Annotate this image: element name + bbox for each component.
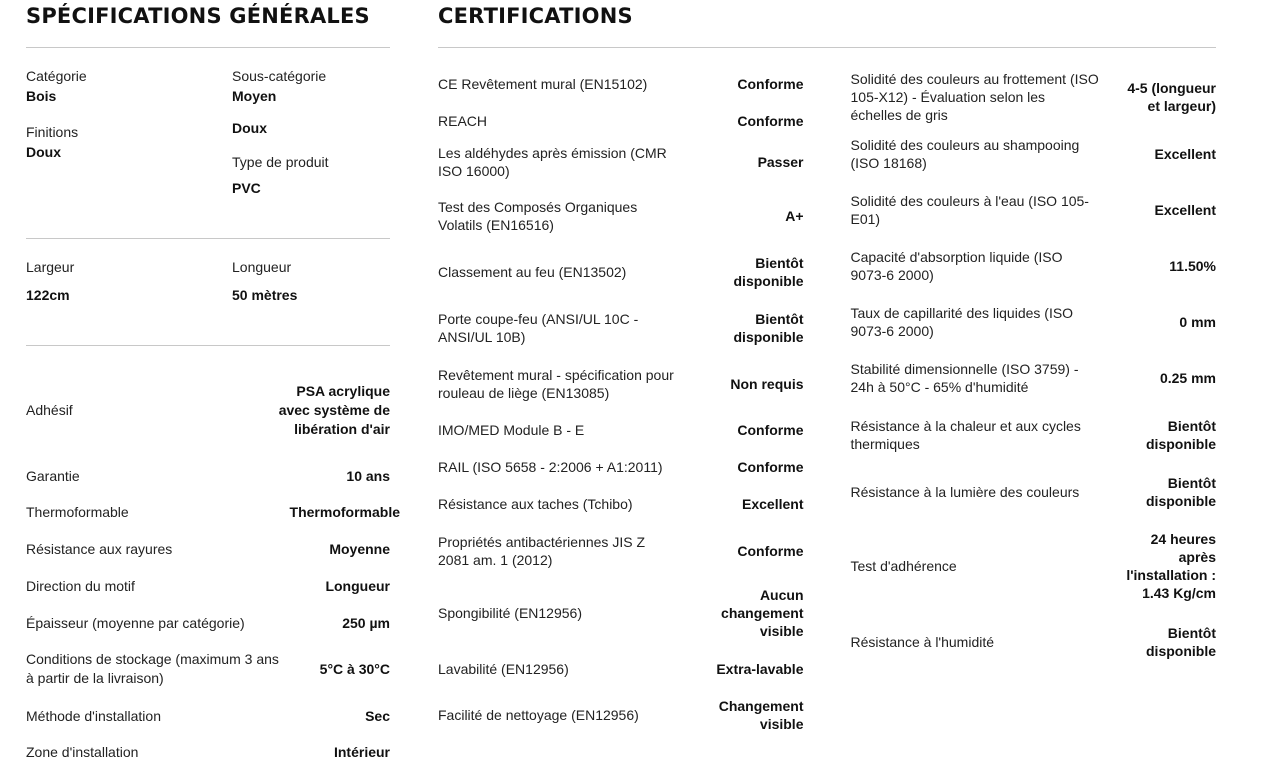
cert-row bbox=[851, 612, 1217, 672]
cert-value: 4-5 (longueur et largeur) bbox=[1127, 80, 1216, 114]
cert-row bbox=[438, 188, 804, 244]
certifications-table bbox=[438, 48, 1216, 738]
largeur-value: 122cm bbox=[26, 287, 70, 303]
type-produit-value: PVC bbox=[232, 180, 261, 196]
spec-row bbox=[26, 696, 400, 736]
cert-value: Bientôt disponible bbox=[1146, 418, 1216, 452]
cert-row bbox=[438, 580, 804, 646]
spec-key: Épaisseur (moyenne par catégorie) bbox=[26, 614, 245, 631]
cert-row bbox=[438, 244, 804, 300]
cert-key: Solidité des couleurs au frottement (ISO 105-X12) - Évaluation selon les échelles de gris bbox=[850, 71, 1099, 123]
spec-key: Garantie bbox=[26, 467, 80, 484]
spec-key: Direction du motif bbox=[26, 577, 135, 594]
cert-key: Stabilité dimensionnelle (ISO 3759) - 24h à 50°C - 65% d'humidité bbox=[850, 361, 1079, 395]
cert-key: Résistance à la chaleur et aux cycles thermiques bbox=[850, 418, 1081, 452]
cert-key: Revêtement mural - spécification pour rouleau de liège (EN13085) bbox=[438, 367, 674, 401]
spec-row bbox=[26, 736, 400, 768]
cert-row bbox=[851, 406, 1217, 464]
spec-value: Intérieur bbox=[333, 743, 390, 760]
spec-row bbox=[26, 530, 400, 568]
spec-value: Thermoformable bbox=[289, 503, 400, 520]
cert-key: REACH bbox=[438, 113, 488, 129]
cert-row bbox=[438, 136, 804, 188]
cert-row bbox=[438, 356, 804, 412]
cert-value: Aucun changement visible bbox=[721, 587, 804, 639]
cert-row bbox=[851, 350, 1217, 406]
spec-key: Zone d'installation bbox=[26, 743, 139, 760]
cert-value: Bientôt disponible bbox=[1146, 625, 1216, 659]
cert-key: Taux de capillarité des liquides (ISO 9073-6 2000) bbox=[850, 305, 1074, 339]
cert-value: Conforme bbox=[737, 422, 804, 438]
dimensions-group bbox=[26, 239, 390, 345]
spec-value: 250 µm bbox=[342, 614, 390, 631]
cert-key: Résistance aux taches (Tchibo) bbox=[438, 496, 633, 512]
cert-value: Excellent bbox=[742, 496, 804, 512]
cert-row bbox=[438, 106, 804, 136]
cert-row bbox=[851, 68, 1217, 126]
cert-value: Conforme bbox=[737, 459, 804, 475]
cert-value: Changement visible bbox=[718, 698, 804, 732]
cert-value: A+ bbox=[785, 208, 804, 224]
cert-row bbox=[851, 464, 1217, 520]
cert-key: Solidité des couleurs au shampooing (ISO 18168) bbox=[850, 137, 1080, 171]
cert-key: IMO/MED Module B - E bbox=[438, 422, 585, 438]
cert-value: Conforme bbox=[737, 543, 804, 559]
categorie-value: Bois bbox=[26, 88, 57, 104]
cert-row bbox=[438, 448, 804, 486]
cert-value: Bientôt disponible bbox=[733, 255, 804, 289]
cert-value: Passer bbox=[757, 154, 804, 170]
spec-key: Thermoformable bbox=[26, 503, 129, 520]
cert-row bbox=[851, 126, 1217, 182]
cert-key: Solidité des couleurs à l'eau (ISO 105-E01) bbox=[850, 193, 1089, 227]
cert-key: Test des Composés Organiques Volatils (EN16516) bbox=[438, 199, 638, 233]
cert-key: RAIL (ISO 5658 - 2:2006 + A1:2011) bbox=[438, 459, 663, 475]
general-specs-title: SPÉCIFICATIONS GÉNÉRALES bbox=[26, 4, 370, 28]
spec-key: Conditions de stockage (maximum 3 ans à partir de la livraison) bbox=[26, 651, 279, 686]
general-specs-section bbox=[26, 0, 400, 768]
certifications-title: CERTIFICATIONS bbox=[438, 4, 633, 28]
spec-value: Moyenne bbox=[329, 540, 390, 557]
cert-row bbox=[438, 486, 804, 522]
spec-row bbox=[26, 568, 400, 604]
cert-key: CE Revêtement mural (EN15102) bbox=[438, 76, 648, 92]
cert-row bbox=[438, 522, 804, 580]
spec-row bbox=[26, 642, 400, 696]
cert-key: Classement au feu (EN13502) bbox=[438, 264, 627, 280]
cert-key: Résistance à la lumière des couleurs bbox=[850, 484, 1080, 500]
cert-row bbox=[438, 72, 804, 96]
cert-value: Conforme bbox=[737, 113, 804, 129]
type-produit-label: Type de produit bbox=[232, 154, 329, 170]
cert-row bbox=[438, 692, 804, 738]
longueur-label: Longueur bbox=[232, 259, 292, 275]
spec-value: 10 ans bbox=[346, 467, 390, 484]
category-group bbox=[26, 48, 390, 222]
cert-key: Porte coupe-feu (ANSI/UL 10C - ANSI/UL 10B) bbox=[438, 311, 639, 345]
categorie-label: Catégorie bbox=[26, 68, 87, 84]
cert-key: Résistance à l'humidité bbox=[850, 634, 995, 650]
cert-row bbox=[438, 300, 804, 356]
spec-value: Longueur bbox=[325, 577, 390, 594]
finitions-label: Finitions bbox=[26, 124, 79, 140]
cert-value: Bientôt disponible bbox=[1146, 475, 1216, 509]
cert-row bbox=[851, 182, 1217, 238]
cert-key: Lavabilité (EN12956) bbox=[438, 661, 569, 677]
spec-key: Résistance aux rayures bbox=[26, 540, 173, 557]
spec-key: Méthode d'installation bbox=[26, 707, 161, 724]
cert-key: Test d'adhérence bbox=[850, 558, 957, 574]
cert-value: 11.50% bbox=[1169, 258, 1216, 274]
finitions-value: Doux bbox=[26, 144, 61, 160]
cert-key: Les aldéhydes après émission (CMR ISO 16000) bbox=[438, 145, 667, 179]
cert-value: 0 mm bbox=[1179, 314, 1216, 330]
spec-key: Adhésif bbox=[26, 401, 73, 418]
cert-key: Facilité de nettoyage (EN12956) bbox=[438, 707, 639, 723]
spec-value: PSA acrylique avec système de libération d'air bbox=[278, 382, 390, 437]
longueur-value: 50 mètres bbox=[232, 287, 298, 303]
cert-row bbox=[438, 646, 804, 692]
certifications-section bbox=[438, 0, 1216, 738]
cert-value: Excellent bbox=[1154, 202, 1216, 218]
spec-value: 5°C à 30°C bbox=[319, 660, 390, 677]
souscategorie-value: Moyen bbox=[232, 88, 277, 104]
spec-row bbox=[26, 604, 400, 642]
cert-value: Conforme bbox=[737, 76, 804, 92]
cert-row bbox=[851, 238, 1217, 294]
cert-key: Spongibilité (EN12956) bbox=[438, 605, 582, 621]
spec-value: Sec bbox=[365, 707, 390, 724]
souscategorie-label: Sous-catégorie bbox=[232, 68, 327, 84]
spec-row bbox=[26, 362, 400, 458]
largeur-label: Largeur bbox=[26, 259, 75, 275]
cert-value: Excellent bbox=[1154, 146, 1216, 162]
cert-key: Propriétés antibactériennes JIS Z 2081 am. 1 (2012) bbox=[438, 534, 645, 568]
spec-list bbox=[26, 346, 400, 768]
cert-value: Extra-lavable bbox=[716, 661, 804, 677]
cert-row bbox=[851, 294, 1217, 350]
cert-value: 0.25 mm bbox=[1159, 370, 1216, 386]
spec-row bbox=[26, 458, 400, 494]
cert-key: Capacité d'absorption liquide (ISO 9073-6 2000) bbox=[850, 249, 1063, 283]
certifications-column-a bbox=[438, 72, 804, 738]
cert-row bbox=[438, 412, 804, 448]
cert-row bbox=[851, 520, 1217, 612]
spec-row bbox=[26, 494, 400, 530]
finitions-value-2: Doux bbox=[232, 120, 267, 136]
cert-value: 24 heures après l'installation : 1.43 Kg/cm bbox=[1126, 531, 1216, 601]
cert-value: Bientôt disponible bbox=[733, 311, 804, 345]
certifications-column-b bbox=[851, 72, 1217, 738]
cert-value: Non requis bbox=[730, 376, 804, 392]
